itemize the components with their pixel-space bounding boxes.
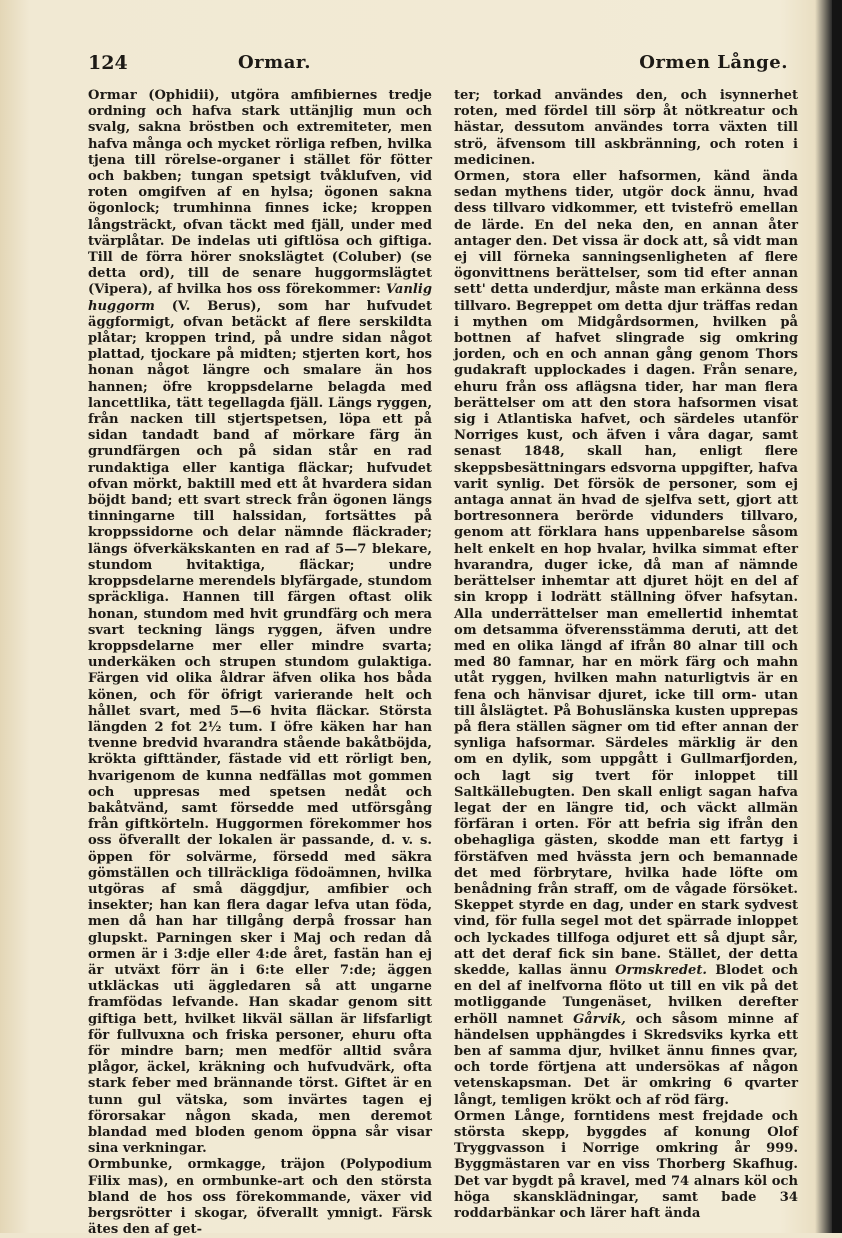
entry-ormen <box>454 169 798 1109</box>
running-title-left: Ormar. <box>238 52 311 73</box>
entry-continuation <box>454 88 798 169</box>
entry-ormar <box>88 88 432 1157</box>
entry-text: stora eller hafsormen, känd ända sedan mythens tider, utgör dock ännu, hvad dess tillvaro vidkommer, ett tvistefrö emellan de lärde. En del neka den, en annan åter antager den. Det vissa är dock att, så vidt man ej vill förneka sanningsenligheten af flere ögonvittnens berättelser, som tid efter annan sett' detta underdjur, måste man erkänna dess tillvaro. Begreppet om detta djur träffas redan i mythen om Midgårdsormen, hvilken på bottnen af hafvet slingrade sig omkring jorden, och en och annan gång genom Thors gudakraft upplockades i dagen. Från senare, ehuru från oss aflägsna tider, har man flera berättelser om att den stora hafsormen visat sig i Atlantiska hafvet, och särdeles utanför Norriges kust, och äfven i våra dagar, samt senast 1848, skall han, enligt flere skeppsbesättningars edsvorna uppgifter, hafva varit synlig. Det försök de personer, som ej antaga annat än hvad de sjelfva sett, gjort att bortresonnera berörde vidunders tillvaro, genom att förklara hans uppenbarelse såsom helt enkelt en hop hvalar, hvilka simmat efter hvarandra, duger icke, då man af nämnde berättelser inhemtar att djuret höjt en del af sin kropp i lodrätt ställning öfver hafsytan. Alla underrättelser man emellertid inhemtat om detsamma öfverensstämma deruti, att det med en olika längd af ifrån 80 alnar till och med 80 famnar, har en mörk färg och mahn utåt ryggen, hvilken mahn naturligtvis är en fena och hänvisar djuret, icke till orm- utan till ålslägtet. På Bohuslänska kusten upprepas på flera ställen sägner om tid efter annan der synliga hafsormar. Särdeles märklig är den om en dylik, som uppgått i Gullmarfjorden, och lagt sig tvert för inloppet till Saltkällebugten. Den skall enligt sagan hafva legat der en längre tid, och väckt allmän förfäran i orten. För att befria sig ifrån den obehagliga gästen, skodde man ett fartyg i förstäfven med hvässta jern och bemannade det med förbrytare, hvilka hade löfte om benådning från straff, om de vågade försöket. Skeppet styrde en dag, under en stark sydvest vind, för fulla segel mot det spärrade inloppet och lyckades tillfoga odjuret ett så djupt sår, att det deraf fick sin bane. Stället, der detta skedde, kallas ännu <box>454 169 798 978</box>
headword: Ormbunke, <box>88 1157 174 1173</box>
right-column <box>454 88 798 1222</box>
entry-italic: Ormskredet. <box>615 962 707 978</box>
left-column <box>88 88 432 1238</box>
entry-text: (V. Berus), som har hufvudet äggformigt, ofvan betäckt af flere serskildta plåtar; kroppen trind, på undre sidan något plattad, tjockare på midten; stjerten kort, hos honan något längre och smalare än hos hannen; öfre kroppsdelarne belagda med lancettlika, tätt tegellagda fjäll. Längs ryggen, från nacken till stjertspetsen, löpa ett på sidan tandadt band af mörkare färg än grundfärgen och på sidan står en rad rundaktiga eller kantiga fläckar; hufvudet ofvan mörkt, baktill med ett åt hvardera sidan böjdt band; ett svart streck från ögonen längs tinningarne till halssidan, fortsättes på kroppssidorne och delar nämnde fläckrader; längs öfverkäkskanten en rad af 5—7 blekare, stundom hvitaktiga, fläckar; undre kroppsdelarne merendels blyfärgade, stundom spräckliga. Hannen till färgen oftast olik honan, stundom med hvit grundfärg och mera svart teckning längs ryggen, äfven undre kroppsdelarne mer eller mindre svarta; underkäken och strupen stundom gulaktiga. Färgen vid olika åldrar äfven olika hos båda könen, och för öfrigt varierande helt och hållet svart, med 5—6 hvita fläckar. Största längden 2 fot 2½ tum. I öfre käken har han tvenne bredvid hvarandra stående bakåtböjda, krökta gifttänder, fästade vid ett rörligt ben, hvarigenom de kunna nedfällas mot gommen och uppresas med spetsen nedåt och bakåtvänd, samt försedde med utförsgång från giftkörteln. Huggormen förekommer hos oss öfverallt der lokalen är passande, d. v. s. öppen för solvärme, försedd med säkra gömställen och tillräckliga födoämnen, hvilka utgöras af små däggdjur, amfibier och insekter; han kan flera dagar lefva utan föda, men då han har tillgång derpå frossar han glupskt. Parningen sker i Maj och redan då ormen är i 3:dje eller 4:de året, fastän han ej är utväxt förr än i 6:te eller 7:de; äggen utkläckas uti äggledaren så att ungarne framfödas lefvande. Han skadar genom sitt giftiga bett, hvilket likväl sällan är lifsfarligt för fullvuxna och friska personer, ehuru ofta för mindre barn; men medför alltid svåra plågor, äckel, kräkning och hufvudvärk, ofta stark feber med brännande törst. Giftet är en tunn gul vätska, som invärtes tagen ej förorsakar någon skada, men deremot blandad med bloden genom öppna sår visar sina verkningar. <box>88 298 432 1157</box>
headword: Ormen Långe, <box>454 1108 566 1124</box>
entry-ormen-lange <box>454 1109 798 1222</box>
headword: Ormen, <box>454 169 511 185</box>
entry-ormbunke <box>88 1157 432 1238</box>
book-spine-edge <box>832 0 842 1233</box>
page-number: 124 <box>88 52 128 74</box>
entry-text: ormkagge, träjon (Polypodium Filix mas), en ormbunke-art och den största bland de hos oss förekommande, växer vid bergsrötter i skogar, öfverallt ymnigt. Färsk ätes den af get- <box>88 1157 432 1238</box>
entry-text: ter; torkad användes den, och isynnerhet roten, med fördel till sörp åt nötkreatur och hästar, dessutom användes torra växten till strö, äfvensom till askbränning, och roten i medicinen. <box>454 88 798 168</box>
headword: Ormar <box>88 88 138 103</box>
entry-text: (Ophidii), utgöra amfibiernes tredje ordning och hafva stark uttänjlig mun och svalg, sakna bröstben och extremiteter, men hafva många och mycket rörliga refben, hvilka tjena till rörelse-organer i stället för fötter och bakben; tungan spetsigt tvåklufven, vid roten omgifven af en hylsa; ögonen sakna ögonlock; trumhinna finnes icke; kroppen långsträckt, ofvan täckt med fjäll, under med tvärplåtar. De indelas uti giftlösa och giftiga. Till de förra hörer snokslägtet (Coluber) (se detta ord), till de senare huggormslägtet (Vipera), af hvilka hos oss förekommer: <box>88 88 432 298</box>
entry-text: Blodet och en del af inelfvorna flöto ut till en vik på det motliggande Tungenäset, hvilken derefter erhöll namnet <box>454 962 798 1027</box>
entry-text: och såsom minne af händelsen upphängdes i Skredsviks kyrka ett ben af samma djur, hvilket ännu finnes qvar, och torde förtjena att undersökas af någon vetenskapsman. Det är omkring 6 qvarter långt, temligen krökt och af röd färg. <box>454 1011 798 1108</box>
entry-text: forntidens mest frejdade och största skepp, byggdes af konung Olof Tryggvasson i Norrige omkring år 999. Byggmästaren var en viss Thorberg Skafhug. Det var bygdt på kravel, med 74 alnars köl och höga skansklädningar, samt bade 34 roddarbänkar och lärer haft ända <box>454 1108 798 1222</box>
page-header <box>88 52 788 78</box>
entry-italic: Vanlig huggorm <box>88 282 432 314</box>
running-title-right: Ormen Långe. <box>639 52 788 73</box>
entry-italic: Gårvik, <box>573 1011 626 1027</box>
